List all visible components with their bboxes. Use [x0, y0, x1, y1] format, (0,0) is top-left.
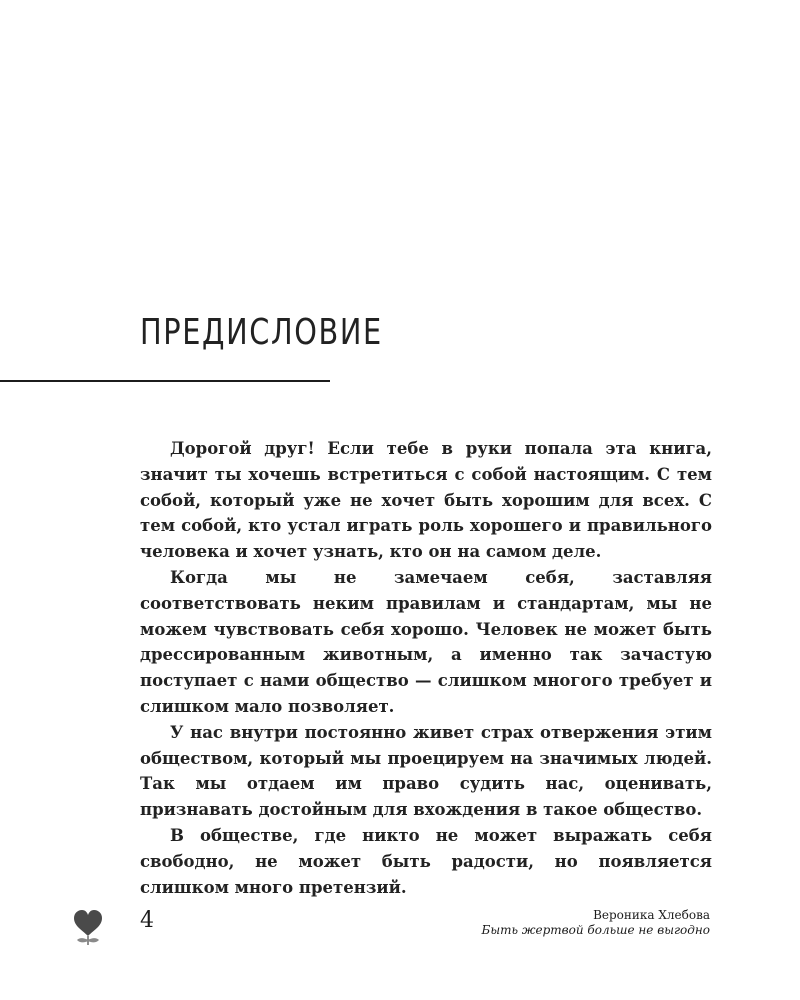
heart-flower-icon [70, 906, 106, 946]
running-footer [482, 908, 710, 938]
footer-book-title: Быть жертвой больше не выгодно [481, 923, 710, 937]
footer-author: Вероника Хлебова [593, 908, 710, 922]
page-number: 4 [140, 908, 154, 933]
paragraph: Когда мы не замечаем себя, заставляя соответствовать неким правилам и стандартам, мы не можем чувствовать себя хорошо. Человек не может быть дрессированным животным, а именно так зачастую поступает с нами общество — слишком многого требует и слишком мало позволяет. [140, 567, 712, 716]
title-divider [0, 380, 330, 382]
paragraph: В обществе, где никто не может выражать себя свободно, не может быть радости, но появляется слишком много претензий. [140, 825, 712, 897]
body-text [140, 436, 712, 900]
paragraph: У нас внутри постоянно живет страх отвержения этим обществом, который мы проецируем на значимых людей. Так мы отдаем им право судить нас, оценивать, признавать достойным для вхождения в такое общество. [140, 722, 712, 820]
paragraph: Дорогой друг! Если тебе в руки попала эта книга, значит ты хочешь встретиться с собой настоящим. С тем собой, который уже не хочет быть хорошим для всех. С тем собой, кто устал играть роль хорошего и правильного человека и хочет узнать, кто он на самом деле. [140, 439, 712, 562]
chapter-title: ПРЕДИСЛОВИЕ [140, 312, 383, 353]
